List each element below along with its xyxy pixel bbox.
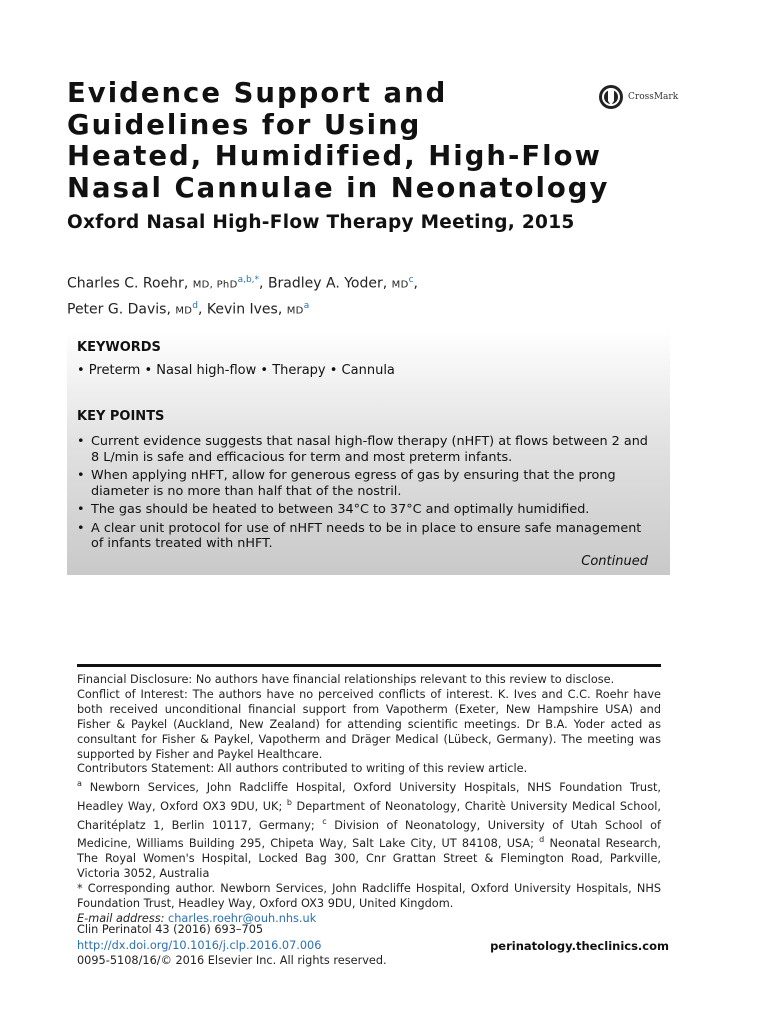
author-name: Charles C. Roehr,: [67, 275, 189, 292]
affiliation-text: Neonatal Research, The Royal Women's Hospital, Locked Bag 300, Cnr Grattan Street & Flemington Road, Parkville, Victoria 3052, Australia: [77, 837, 661, 880]
affiliation-mark: b: [286, 798, 292, 808]
author-affiliation-mark[interactable]: a,b,*: [237, 275, 260, 285]
affiliation-text: Division of Neonatology, University of Utah School of Medicine, Williams Building 295, Chipeta Way, Salt Lake City, UT 84108, USA;: [77, 818, 661, 851]
author-list: [67, 270, 418, 321]
doi-link[interactable]: http://dx.doi.org/10.1016/j.clp.2016.07.006: [77, 938, 322, 952]
journal-website[interactable]: perinatology.theclinics.com: [490, 939, 669, 953]
affiliation-text: Newborn Services, John Radcliffe Hospital, Oxford University Hospitals, NHS Foundation Trust, Headley Way, Oxford OX3 9DU, UK;: [77, 781, 661, 813]
journal-citation: Clin Perinatol 43 (2016) 693–705: [77, 923, 264, 936]
keywords-heading: KEYWORDS: [77, 340, 161, 355]
continued-label: Continued: [581, 554, 648, 569]
key-point: • The gas should be heated to between 34°C to 37°C and optimally humidified.: [77, 502, 657, 518]
author-row: [67, 270, 418, 296]
affiliation-mark: c: [322, 816, 327, 826]
title-line: Evidence Support and: [67, 77, 448, 109]
affiliation-mark: d: [539, 835, 545, 845]
copyright-line: 0095-5108/16/© 2016 Elsevier Inc. All rights reserved.: [77, 954, 387, 967]
author-separator: ,: [413, 275, 418, 292]
corresponding-author: * Corresponding author. Newborn Services, John Radcliffe Hospital, Oxford University Hospitals, NHS Foundation Trust, Headley Way, Oxford OX3 9DU, United Kingdom.: [77, 881, 661, 910]
key-point: • When applying nHFT, allow for generous egress of gas by ensuring that the prong diameter is no more than half that of the nostril.: [77, 468, 657, 499]
author-name: Kevin Ives,: [206, 301, 283, 318]
author-degree: MD, PhD: [192, 279, 238, 291]
title-line: Nasal Cannulae in Neonatology: [67, 171, 610, 204]
keypoints-list: [77, 434, 657, 555]
title-line: Guidelines for Using: [67, 108, 422, 141]
footnotes: [77, 673, 661, 927]
author-affiliation-mark[interactable]: d: [192, 300, 199, 311]
contributors-statement: Contributors Statement: All authors contributed to writing of this review article.: [77, 762, 528, 776]
affiliation-text: Department of Neonatology, Charitè University Medical School, Charitéplatz 1, Berlin 10117, Germany;: [77, 799, 661, 832]
conflict-of-interest: Conflict of Interest: The authors have no perceived conflicts of interest. K. Ives and C.C. Roehr have both received unconditional financial support from Vapotherm (Exeter, New Hampshire USA) and Fisher & Paykel (Auckland, New Zealand) for attending scientific meetings. Dr B.A. Yoder acted as consultant for Fisher & Paykel, Vapotherm and Dräger Medical (Lübeck, Germany). The meeting was supported by Fisher and Paykel Healthcare.: [77, 687, 661, 761]
keywords-list: • Preterm • Nasal high-flow • Therapy • Cannula: [77, 363, 395, 378]
crossmark-icon: [598, 84, 624, 110]
affiliations: [77, 777, 661, 882]
author-row: [67, 296, 418, 322]
author-degree: MD: [286, 305, 304, 317]
author-degree: MD: [391, 279, 409, 291]
crossmark-label: CrossMark: [628, 92, 679, 102]
author-name: Bradley A. Yoder,: [267, 275, 388, 292]
email-link[interactable]: charles.roehr@ouh.nhs.uk: [168, 911, 317, 925]
email-label: E-mail address:: [77, 911, 169, 925]
article-subtitle: Oxford Nasal High-Flow Therapy Meeting, 2015: [67, 212, 575, 233]
keypoints-heading: KEY POINTS: [77, 409, 165, 424]
key-point: • A clear unit protocol for use of nHFT needs to be in place to ensure safe management of infants treated with nHFT.: [77, 521, 657, 552]
author-affiliation-mark[interactable]: a: [303, 300, 310, 311]
affiliation-mark: a: [77, 779, 82, 789]
financial-disclosure: Financial Disclosure: No authors have financial relationships relevant to this review to disclose.: [77, 673, 615, 686]
crossmark-badge[interactable]: [598, 84, 678, 110]
author-affiliation-mark[interactable]: c: [408, 275, 414, 285]
key-point: • Current evidence suggests that nasal high-flow therapy (nHFT) at flows between 2 and 8 L/min is safe and efficacious for term and most preterm infants.: [77, 434, 657, 465]
keywords-keypoints-box: [67, 330, 670, 575]
article-title: [67, 78, 627, 204]
author-separator: ,: [259, 275, 268, 292]
footnote-divider: [77, 664, 661, 667]
author-name: Peter G. Davis,: [67, 301, 171, 318]
title-line: Heated, Humidified, High-Flow: [67, 140, 602, 172]
author-separator: ,: [198, 301, 207, 318]
journal-info: [77, 922, 387, 969]
author-degree: MD: [175, 305, 193, 317]
